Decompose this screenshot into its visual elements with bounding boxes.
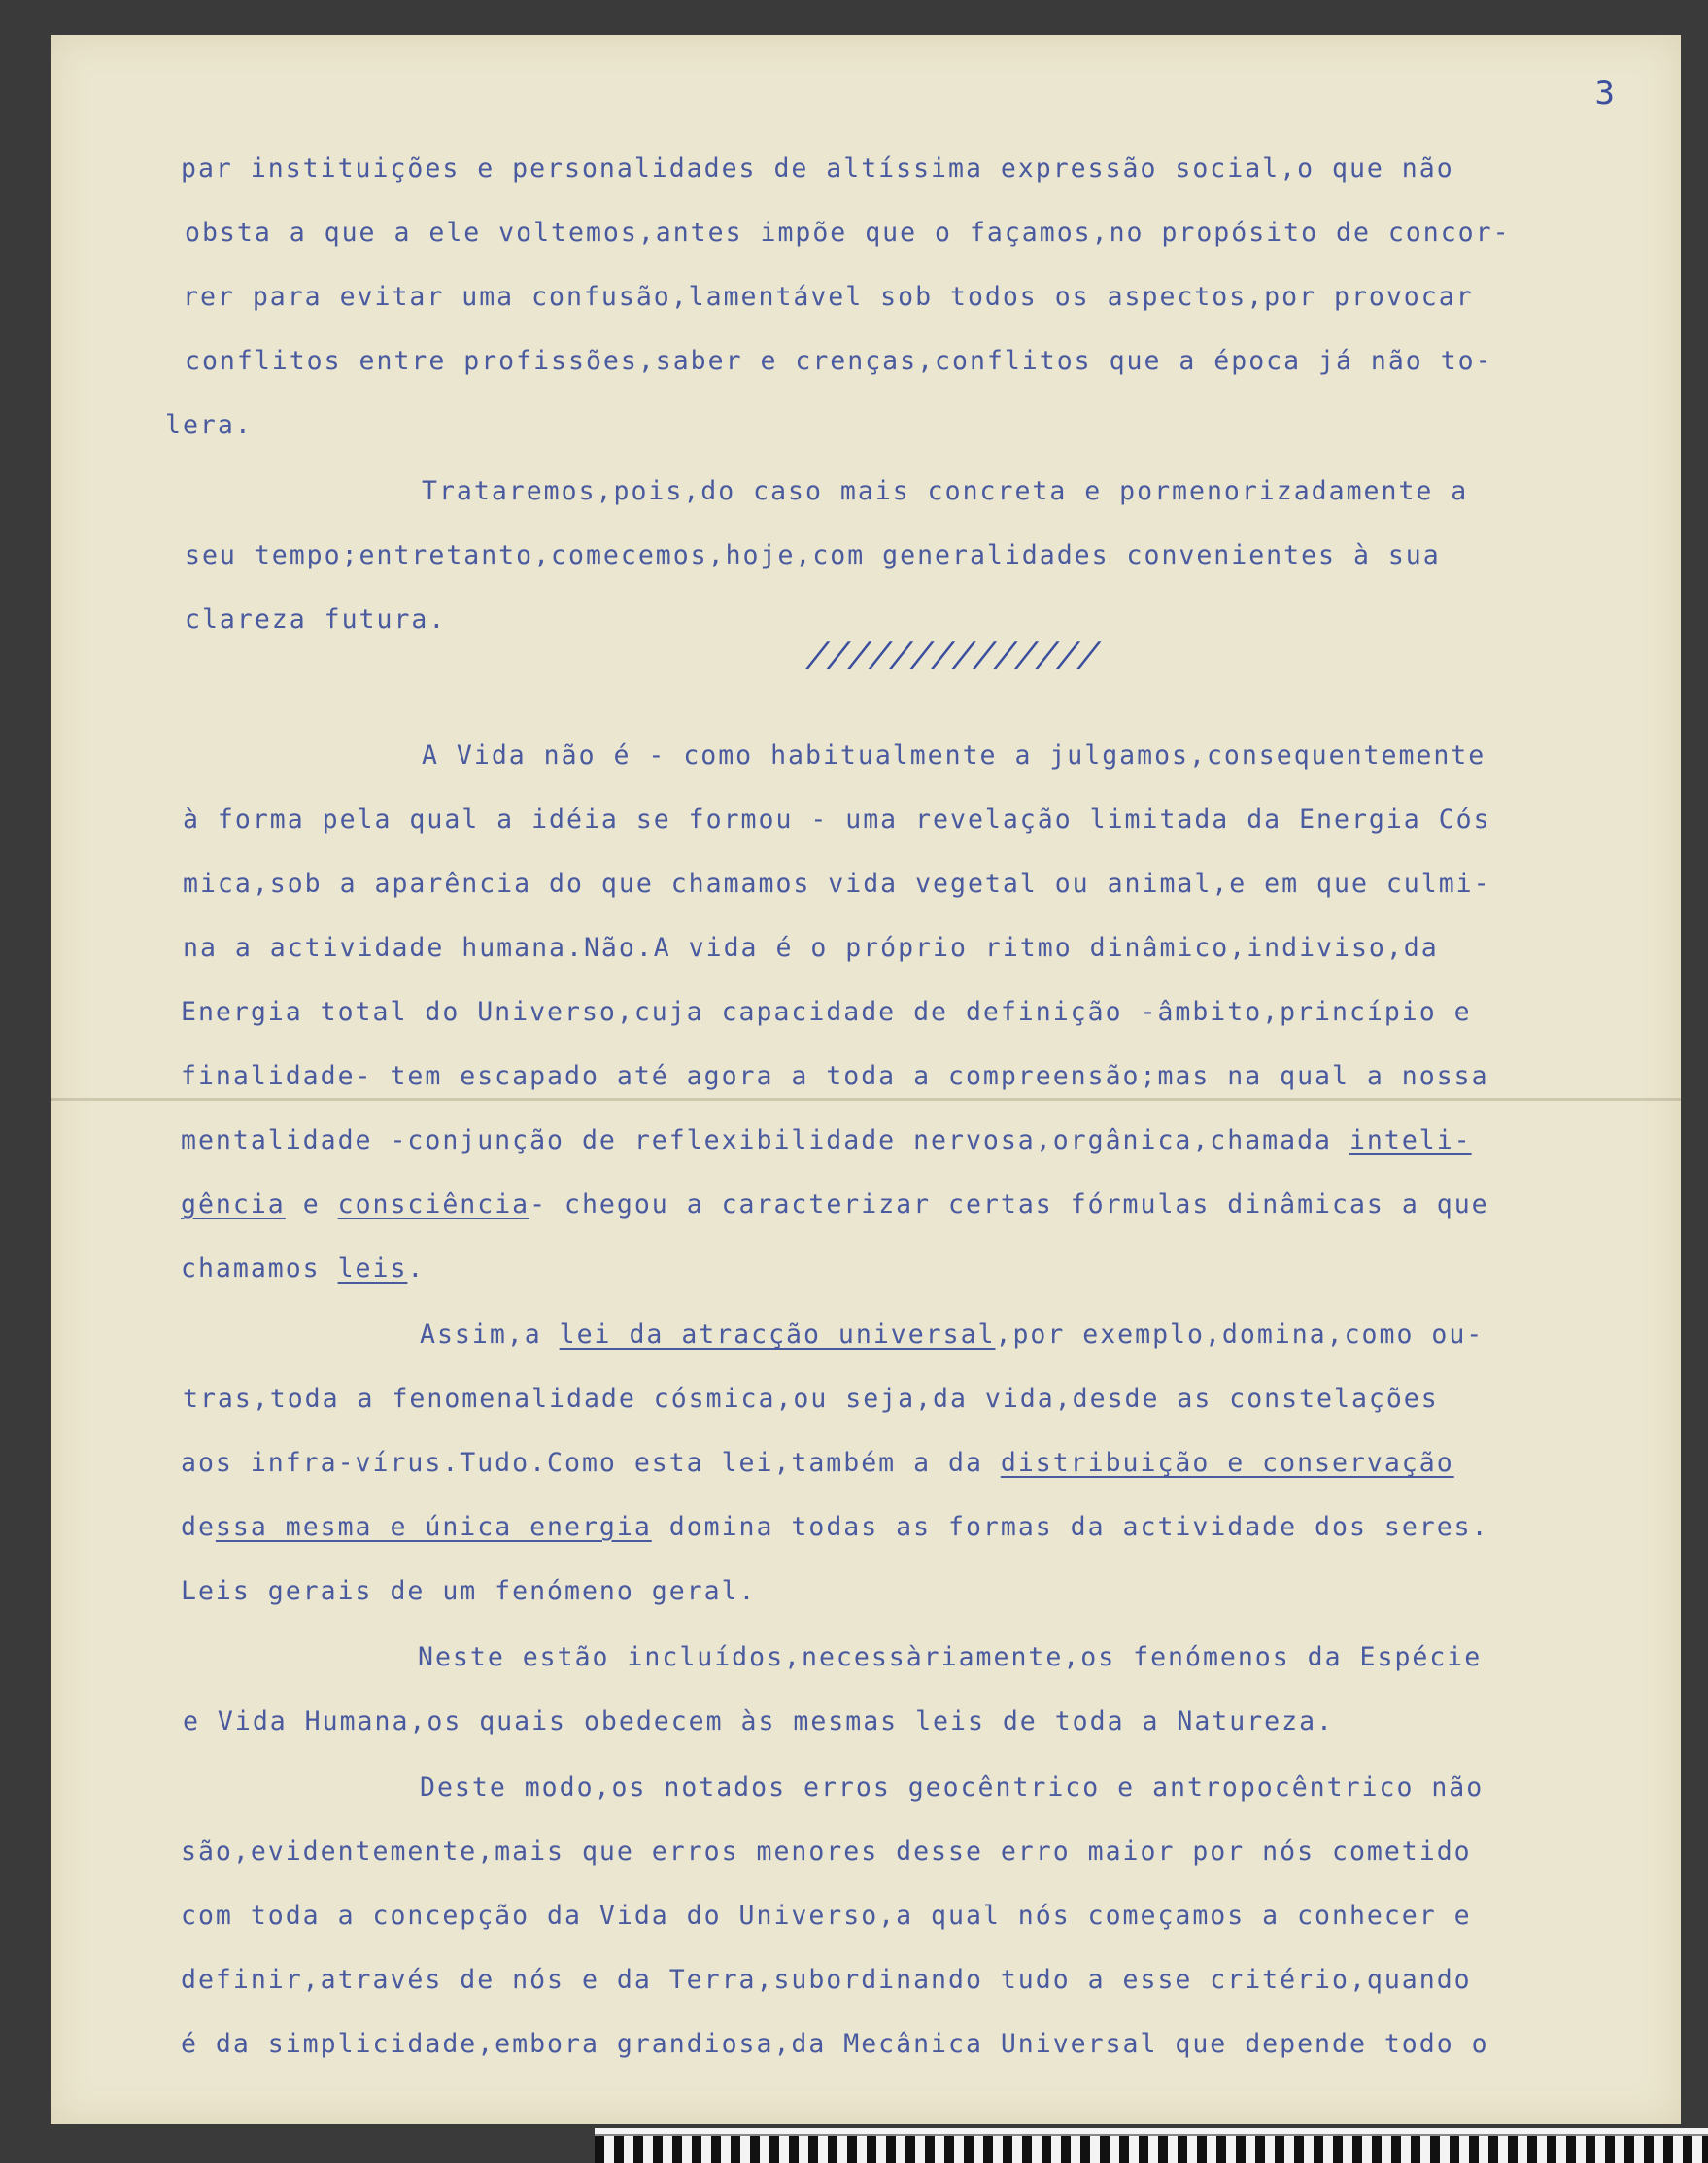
text-line: finalidade- tem escapado até agora a toda a compreensão;mas na qual a nossa	[181, 1061, 1489, 1091]
text-line	[181, 1121, 1472, 1160]
text-line	[181, 1444, 1454, 1483]
text-line: definir,através de nós e da Terra,subordinando tudo a esse critério,quando	[181, 1965, 1472, 1995]
text-run: aos infra-vírus.Tudo.Como esta lei,também a da	[181, 1448, 1001, 1478]
text-run: - chegou a caracterizar certas fórmulas dinâmicas a que	[529, 1189, 1489, 1219]
text-line: Energia total do Universo,cuja capacidade de definição -âmbito,princípio e	[181, 997, 1472, 1027]
text-line: conflitos entre profissões,saber e crenças,conflitos que a época já não to-	[185, 346, 1493, 376]
text-line: Neste estão incluídos,necessàriamente,os fenómenos da Espécie	[418, 1642, 1483, 1672]
text-line: par instituições e personalidades de altíssima expressão social,o que não	[181, 154, 1454, 184]
underlined-term: leis	[337, 1253, 408, 1284]
text-run: chamamos	[181, 1253, 338, 1284]
text-line: lera.	[165, 410, 253, 440]
underlined-term: gência	[181, 1189, 286, 1219]
text-line	[181, 1250, 425, 1288]
text-run: mentalidade -conjunção de reflexibilidade nervosa,orgânica,chamada	[181, 1125, 1349, 1155]
text-run: Assim,a	[420, 1320, 560, 1350]
text-line	[181, 1508, 1489, 1547]
underlined-term: distribuição e conservação	[1000, 1448, 1454, 1478]
text-line: à forma pela qual a idéia se formou - uma revelação limitada da Energia Cós	[183, 805, 1491, 835]
underlined-term: ssa mesma e única energia	[215, 1512, 652, 1542]
text-run: domina todas as formas da actividade dos seres.	[651, 1512, 1489, 1542]
text-line: A Vida não é - como habitualmente a julgamos,consequentemente	[422, 740, 1486, 771]
text-line: Trataremos,pois,do caso mais concreta e pormenorizadamente a	[422, 476, 1469, 506]
text-line: Deste modo,os notados erros geocêntrico e antropocêntrico não	[420, 1772, 1485, 1802]
page-fold	[51, 1098, 1681, 1101]
text-line: na a actividade humana.Não.A vida é o próprio ritmo dinâmico,indiviso,da	[183, 933, 1439, 963]
underlined-term: consciência	[337, 1189, 530, 1219]
text-run: de	[181, 1512, 216, 1542]
text-run: e	[285, 1189, 338, 1219]
text-line: são,evidentemente,mais que erros menores desse erro maior por nós cometido	[181, 1837, 1472, 1867]
text-line	[420, 1316, 1484, 1355]
text-line: é da simplicidade,embora grandiosa,da Mecânica Universal que depende todo o	[181, 2029, 1489, 2059]
text-line: com toda a concepção da Vida do Universo,a qual nós começamos a conhecer e	[181, 1901, 1472, 1931]
body-text	[51, 35, 1511, 2059]
text-line: Leis gerais de um fenómeno geral.	[181, 1576, 757, 1606]
text-line: rer para evitar uma confusão,lamentável sob todos os aspectos,por provocar	[183, 282, 1474, 312]
underlined-term: lei da atracção universal	[559, 1320, 996, 1350]
underlined-term: inteli-	[1349, 1125, 1472, 1155]
text-line	[181, 1185, 1489, 1224]
section-separator: //////////////	[802, 635, 1108, 674]
scale-ruler	[595, 2134, 1708, 2163]
text-line: tras,toda a fenomenalidade cósmica,ou seja,da vida,desde as constelações	[183, 1384, 1439, 1414]
text-line: obsta a que a ele voltemos,antes impõe que o façamos,no propósito de concor-	[185, 218, 1511, 248]
page-number: 3	[1594, 74, 1615, 113]
text-line: e Vida Humana,os quais obedecem às mesmas leis de toda a Natureza.	[183, 1706, 1334, 1736]
text-line: clareza futura.	[185, 604, 447, 635]
text-run: .	[407, 1253, 426, 1284]
text-run: ,por exemplo,domina,como ou-	[995, 1320, 1485, 1350]
text-line: mica,sob a aparência do que chamamos vida vegetal ou animal,e em que culmi-	[183, 869, 1491, 899]
typed-page	[51, 35, 1681, 2124]
text-line: seu tempo;entretanto,comecemos,hoje,com generalidades convenientes à sua	[185, 540, 1441, 570]
